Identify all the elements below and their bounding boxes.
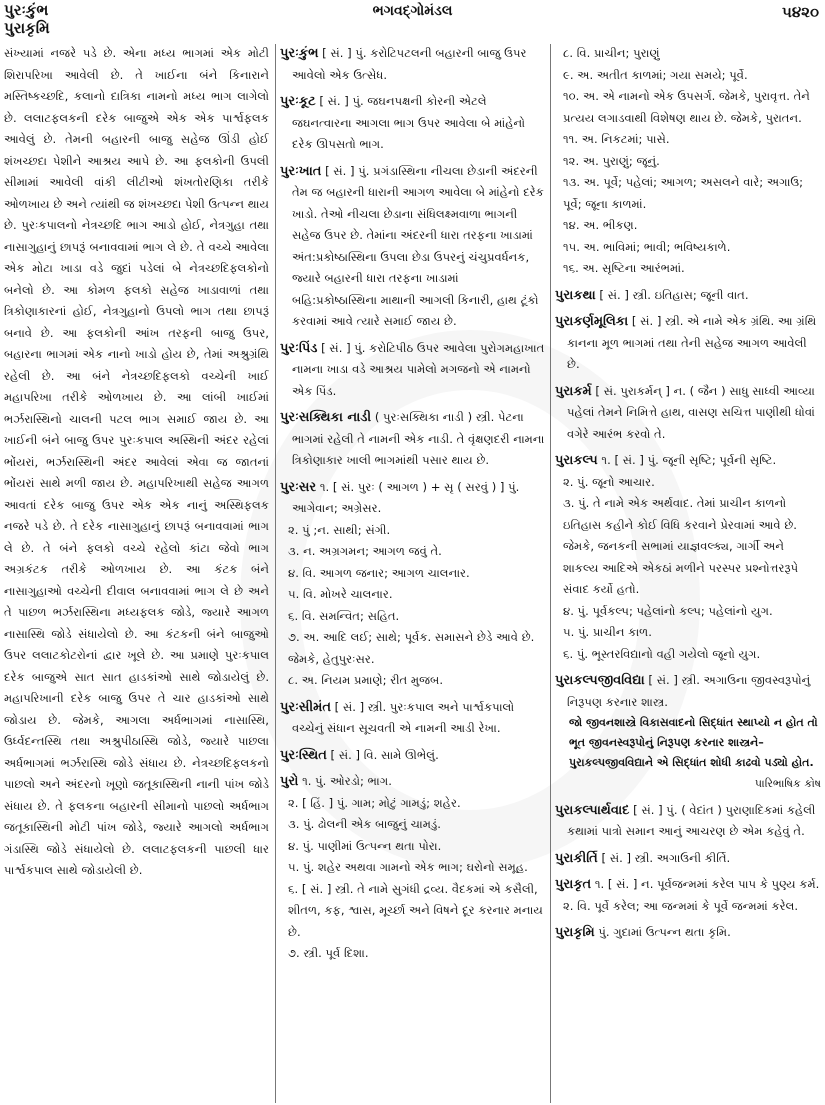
definition: પું. ગુદામાં ઉત્પન્ન થતા કૃમિ. xyxy=(598,925,731,939)
sense: ૫. પું. શહેર અથવા ગામનો એક ભાગ; ઘરોનો સમૂહ. xyxy=(288,860,528,874)
sense: ૪. પું. પૂર્વકલ્પ; પહેલાંનો કલ્પ; પહેલાંનો યુગ. xyxy=(563,603,773,618)
definition: [ સં. ] પું. ( વેદાંત ) પુરાણાદિકમાં કહેલી કથામાં પાત્રો સમાન આનું આચરણ છે એમ કહેવું તે. xyxy=(567,802,816,838)
headword: પુરઃસ્થિત xyxy=(280,747,327,763)
sense: ૬. [ સં. ] સ્ત્રી. તે નામે સુગંધી દ્રવ્ય. વૈદકમાં એ કસૈલી, શીતળ, કફ, શ્વાસ, મૂર્ચ્છા અને વિષને દૂર કરનાર મનાય છે. xyxy=(288,881,543,939)
headword: પુરઃકૂટ xyxy=(280,94,316,109)
sense: ૮. અ. નિયમ પ્રમાણે; રીત મુજબ. xyxy=(288,673,444,687)
definition: [ સં. ] સ્ત્રી. એ નામે એક ગ્રંથિ. આ ગ્રંથિ કાનના મૂળ ભાગમાં તથા તેની સહેજ આગળ આવેલી છે. xyxy=(567,314,817,371)
sense: ૪. પું. પાણીમાં ઉત્પન્ન થતા પોરા. xyxy=(288,838,442,853)
definition: [ સં. ] પું. કરોટિપટલની બહારની બાજુ ઉપર આવેલો એક ઉત્સેધ. xyxy=(292,46,527,82)
headword: પુરઃસક્થિકા નાડી xyxy=(280,410,372,425)
headword: પુરઃખાત xyxy=(280,163,322,179)
guide-word-last: પુરાકૃમિ xyxy=(4,19,50,37)
definition: [ સં. ] સ્ત્રી. અગાઉની કીર્તિ. xyxy=(601,850,731,865)
headword: પુરાકલ્પજીવવિદ્યા xyxy=(555,673,645,688)
sense: ૧૨. અ. પુરાણું; જૂનું. xyxy=(563,153,660,168)
sense: ૬. વિ. સમન્વિત; સહિત. xyxy=(288,608,400,623)
sense: ૬. પું. ભૂસ્તરવિદ્યાનો વહી ગયેલો જૂનો યુગ. xyxy=(563,646,761,661)
column-divider xyxy=(275,44,276,1103)
sense: ૫. વિ. મોખરે ચાલનાર. xyxy=(288,587,393,601)
definition: [ સં. ] સ્ત્રી. અગાઉના જીવસ્વરૂપોનું નિરૂપણ કરનાર શાસ્ત્ર. xyxy=(567,673,811,709)
sense: ૧૦. અ. એ નામનો એક ઉપસર્ગ. જેમકે, પુરાવૃત્ત. તેને પ્રત્યય લગાડવાથી વિશેષણ થાય છે. જેમકે, પુરાતન. xyxy=(563,89,810,125)
continued-paragraph: સંખ્યામાં નજરે પડે છે. એના મધ્ય ભાગમાં એક મોટી શિરાપરિખા આવેલી છે. તે ખાઈના બંને કિનારાને મસ્તિષ્કચ્છદિ, કલાનો દાત્રિકા નામનો મધ્ય ભાગ લાગેલો છે. લલાટફલકની દરેક બાજુએ એક એક પાર્શ્વફલક આવેલું છે. તેમની બહારની બાજુ સહેજ ઊંડી હોઈ શંખચ્છદા પેશીને આશ્રય આપે છે. આ ફલકોની ઉપલી સીમામાં આવેલી વાંકી લીટીઓ શંખતોરણિકા તરીકે ઓળખાય છે અને ત્યાંથી જ શંખચ્છદા પેશી ઉત્પન્ન થાય છે. પુરઃકપાલનો નેત્રચ્છદિ ભાગ આડો હોઈ, નેત્રગુહા તથા નાસાગુહાનું છાપરૂં બનાવવામાં ભાગ લે છે. તે વચ્ચે આવેલા એક મોટા ખાડા વડે જુદાં પડેલાં બે નેત્રચ્છદિફલકોનો બનેલો છે. આ કોમળ ફલકો સહેજ ખાડાવાળાં તથા ત્રિકોણાકારનાં હોઈ, નેત્રગુહાનો ઉપલો ભાગ તથા છાપરૂં બનાવે છે. આ ફલકોની આંખ તરફની બાજુ ઉપર, બહારના ભાગમાં એક નાનો ખાડો હોય છે, તેમાં અશ્રુગ્રંથિ રહેલી છે. આ બંને નેત્રચ્છદિફલકો વચ્ચેની ખાઈ મહાપરિખા તરીકે ઓળખાય છે. આ લાંબી ખાઈમાં ભર્ઝરાસ્થિનો ચાલની પટલ ભાગ સમાઈ જાય છે. આ ખાઈની બંને બાજુ ઉપર પુરઃકપાલ અસ્થિની અંદર રહેલાં ભોંયરાં, ભર્ઝરાસ્થિની અંદર આવેલાં એવા જ જાતનાં ભોંયરાં સાથે મળી જાય છે. મહાપરિખાથી સહેજ આગળ આવતાં દરેક બાજુ ઉપર એક એક નાનું અસ્થિફલક નજરે પડે છે. તે દરેક નાસાગુહાનું છાપરૂં બનાવવામાં ભાગ લે છે. તે બંને ફલકો વચ્ચે રહેલો કાંટા જેવો ભાગ અગ્રકંટક તરીકે ઓળખાય છે. આ કંટક બંને નાસાગુહાઓ વચ્ચેની દીવાલ બનાવવામાં ભાગ લે છે અને તે પાછળ ભર્ઝરાસ્થિના મધ્યફલક જોડે, જ્યારે આગળ નાસાસ્થિ જોડે સંધાયેલો છે. આ કંટકની બંને બાજુઓ ઉપર લલાટકોટરોનાં દ્વાર ખૂલે છે. આ પ્રમાણે પુરઃકપાલ દરેક બાજુએ સાત સાત હાડકાંઓ સાથે જોડાયેલું છે. મહાપરિખાની દરેક બાજુ ઉપર તે ચાર હાડકાંઓ સાથે જોડાય છે. જેમકે, આગલા અર્ધભાગમાં નાસાસ્થિ, ઉર્ધ્વદન્તસ્થિ તથા અશ્રુપીઠાસ્થિ જોડે, જ્યારે પાછલા અર્ધભાગમાં ભર્ઝરાસ્થિ જોડે સંધાય છે. નેત્રચ્છદિફલકનો પાછલો અને અંદરનો ખૂણો જતૂકાસ્થિની નાની પાંખ જોડે સંધાય છે. તે ફલકના બહારની સીમાનો પાછલો અર્ધભાગ જતૂકાસ્થિની મોટી પાંખ જોડે, જ્યારે આગલો અર્ધભાગ ગંડાસ્થિ જોડે સંધાયેલો છે. લલાટફલકની પાછલી ધાર પાર્શ્વકપાલ સાથે જોડાયેલી છે. xyxy=(4,46,269,877)
dictionary-entry xyxy=(555,670,821,795)
sense: ૩. ન. અગ્રગમન; આગળ જવું તે. xyxy=(288,544,442,558)
headword: પુરઃસર xyxy=(280,479,317,495)
dictionary-entry xyxy=(280,407,545,472)
sense: ૨. પું ;ન. સાથી; સંગી. xyxy=(288,522,391,537)
citation-quote: જો જીવનશાસ્ત્રે વિકાસવાદનો સિદ્ધાંત સ્થાપ્યો ન હોત તો ભૂત જીવનસ્વરૂપોનું નિરૂપણ કરનાર શાસ્ત્રને–પુરાકલ્પજીવવિદ્યાને એ સિદ્ધાંત શોધી કાઢવો પડ્યો હોત. xyxy=(569,716,818,769)
dictionary-entry xyxy=(555,800,821,843)
headword: પુરાકર્મ xyxy=(555,383,592,399)
sense: ૧૬. અ. સૃષ્ટિના આરંભમાં. xyxy=(563,261,685,275)
sense: ૨. પું. જૂનો આચાર. xyxy=(563,474,655,489)
definition: ૧. [ સં. ] પું. જૂની સૃષ્ટિ; પૂર્વની સૃષ્ટિ. xyxy=(601,453,777,467)
running-title: ભગવદ્ગોમંડલ xyxy=(372,3,453,19)
sense: ૩. પું. તે નામે એક અર્થવાદ. તેમાં પ્રાચીન કાળનો ઇતિહાસ કહીને કોઈ વિધિ કરવાને પ્રેરવામાં આવે છે. જેમકે, જનકની સભામાં યાજ્ઞવલ્ક્ય, ગાર્ગી અને શાકલ્ય આદિએ એકઠાં મળીને પરસ્પર પ્રશ્નોત્તરરૂપે સંવાદ કર્યો હતો. xyxy=(563,496,799,596)
sense: ૨. વિ. પૂર્વે કરેલ; આ જન્મમાં કે પૂર્વે જન્મમાં કરેલ. xyxy=(563,898,799,913)
middle-column xyxy=(280,43,545,1101)
headword: પુરો xyxy=(280,774,299,789)
definition: [ સં. ] સ્ત્રી. પુરઃકપાલ અને પાર્શ્વકપાલો વચ્ચેનું સંધાન સૂચવતી એ નામની આડી રેખા. xyxy=(292,699,515,735)
dictionary-entry xyxy=(280,745,545,767)
column-divider xyxy=(550,44,551,1103)
headword: પુરઃપિંડ xyxy=(280,340,318,356)
sense: ૧૩. અ. પૂર્વે; પહેલાં; આગળ; અસલને વારે; અગાઉ; પૂર્વે; જૂના કાળમાં. xyxy=(563,175,804,211)
dictionary-entry xyxy=(280,161,545,333)
dictionary-entry xyxy=(555,285,821,307)
dictionary-entry xyxy=(280,477,545,692)
headword: પુરાકથા xyxy=(555,287,596,303)
headword: પુરઃસીમંત xyxy=(280,699,331,715)
headword: પુરાકલ્પ xyxy=(555,453,598,468)
left-column xyxy=(4,43,269,1101)
dictionary-entry xyxy=(280,43,545,86)
dictionary-entry xyxy=(555,922,821,944)
definition: ૧. પું. ઓરડો; ભાગ. xyxy=(302,774,392,788)
definition: [ સં. ] પું. કરોટિપીઠ ઉપર આવેલા પુરોગમહાખાત નામના ખાડા વડે આશ્રય પામેલો મગજનો એ નામનો એક પિંડ. xyxy=(292,340,545,398)
headword: પુરાકૃમિ xyxy=(555,925,595,940)
page-header xyxy=(0,0,825,42)
headword: પુરઃકુંભ xyxy=(280,46,319,61)
definition: [ સં. ] વિ. સામે ઊભેલું. xyxy=(330,747,439,762)
dictionary-entry xyxy=(555,450,821,665)
dictionary-entry xyxy=(280,338,545,403)
sense: ૧૪. અ. ભીકણ. xyxy=(563,218,638,232)
headword: પુરાકલ્પાર્થવાદ xyxy=(555,802,630,818)
definition: ૧. [ સં. ] ન. પૂર્વજન્મમાં કરેલ પાપ કે પુણ્ય કર્મ. xyxy=(594,877,820,891)
sense: ૭. અ. આદિ લઈ; સાથે; પૂર્વક. સમાસને છેડે આવે છે. જેમકે, હેતુપુરઃસર. xyxy=(288,630,535,666)
definition: ૧. [ સં. પુરઃ ( આગળ ) + સૃ ( સરવું ) ] પું. આગેવાન; અગ્રેસર. xyxy=(292,479,520,515)
definition: ( પુરઃસક્થિકા નાડી ) સ્ત્રી. પેટના ભાગમાં રહેલી તે નામની એક નાડી. તે વૃંક્ષણદરી નામના ત્રિકોણાકાર ખાલી ભાગમાંથી પસાર થાય છે. xyxy=(292,410,545,467)
citation-source: પારિભાષિક કોષ xyxy=(754,777,821,790)
page-number: ૫૪૨૦ xyxy=(782,3,819,21)
definition: [ સં. ] પું. જઘનપક્ષની કોરની એટલે જઘનત્વારના આગલા ભાગ ઉપર આવેલા બે માંહેનો દરેક ઊપસતો ભાગ. xyxy=(292,94,526,151)
continued-senses xyxy=(555,43,821,280)
headword: પુરાકીર્તિ xyxy=(555,850,598,866)
dictionary-entry xyxy=(555,874,821,917)
sense: ૧૫. અ. ભાવિમાં; ભાવી; ભવિષ્યકાળે. xyxy=(563,239,731,254)
sense: ૫. પું. પ્રાચીન કાળ. xyxy=(563,625,652,639)
dictionary-entry xyxy=(280,91,545,156)
sense: ૮. વિ. પ્રાચીન; પુરાણું xyxy=(563,46,660,60)
dictionary-entry xyxy=(555,311,821,376)
sense: ૨. [ હિં. ] પું. ગામ; મોટું ગામડું; શહેર. xyxy=(288,795,461,810)
sense: ૯. અ. અતીત કાળમાં; ગયા સમયે; પૂર્વે. xyxy=(563,67,748,82)
sense: ૭. સ્ત્રી. પૂર્વ દિશા. xyxy=(288,946,369,960)
definition: [ સં. ] પું. પ્રગંડાસ્થિના નીચલા છેડાની અંદરની તેમ જ બહારની ધારાની આગળ આવેલા બે માંહેનો દરેક ખાડો. તેઓ નીચલા છેડાના સંધિલક્ષ્મવાળા ભાગની સહેજ ઉપર છે. તેમાંના અંદરની ધારા તરફના ખાડામાં અંત:પ્રકોષ્ઠાસ્થિના ઉપલા છેડા ઉપરનું ચંચુપ્રવર્ધનક, જ્યારે બહારની ધારા તરફના ખાડામાં બહિ:પ્રકોષ્ઠાસ્થિના માથાની આગલી કિનારી, હાથ ટૂંકો કરવામાં આવે ત્યારે સમાઈ જાય છે. xyxy=(292,163,544,328)
dictionary-entry xyxy=(555,381,821,446)
definition: [ સં. પુરાકર્મન્ ] ન. ( જૈન ) સાધુ સાધ્વી આવ્યા પહેલાં તેમને નિમિત્તે હાથ, વાસણ સચિત્ત પાણીથી ધોવાં વગેરે આરંભ કરવો તે. xyxy=(567,383,815,441)
sense: ૪. વિ. આગળ જનાર; આગળ ચાલનાર. xyxy=(288,565,470,580)
guide-word-first: પુરઃકુંભ xyxy=(4,1,49,19)
headword: પુરાકૃત xyxy=(555,877,592,892)
dictionary-entry xyxy=(280,697,545,740)
definition: [ સં. ] સ્ત્રી. ઇતિહાસ; જૂની વાત. xyxy=(599,287,749,302)
right-column xyxy=(555,43,821,1101)
dictionary-entry xyxy=(555,848,821,870)
headword: પુરાકર્ણમૂલિકા xyxy=(555,314,629,329)
dictionary-entry xyxy=(280,771,545,965)
sense: ૧૧. અ. નિકટમાં; પાસે. xyxy=(563,132,670,146)
sense: ૩. પું. ઢોલની એક બાજુનું ચામડું. xyxy=(288,817,441,831)
